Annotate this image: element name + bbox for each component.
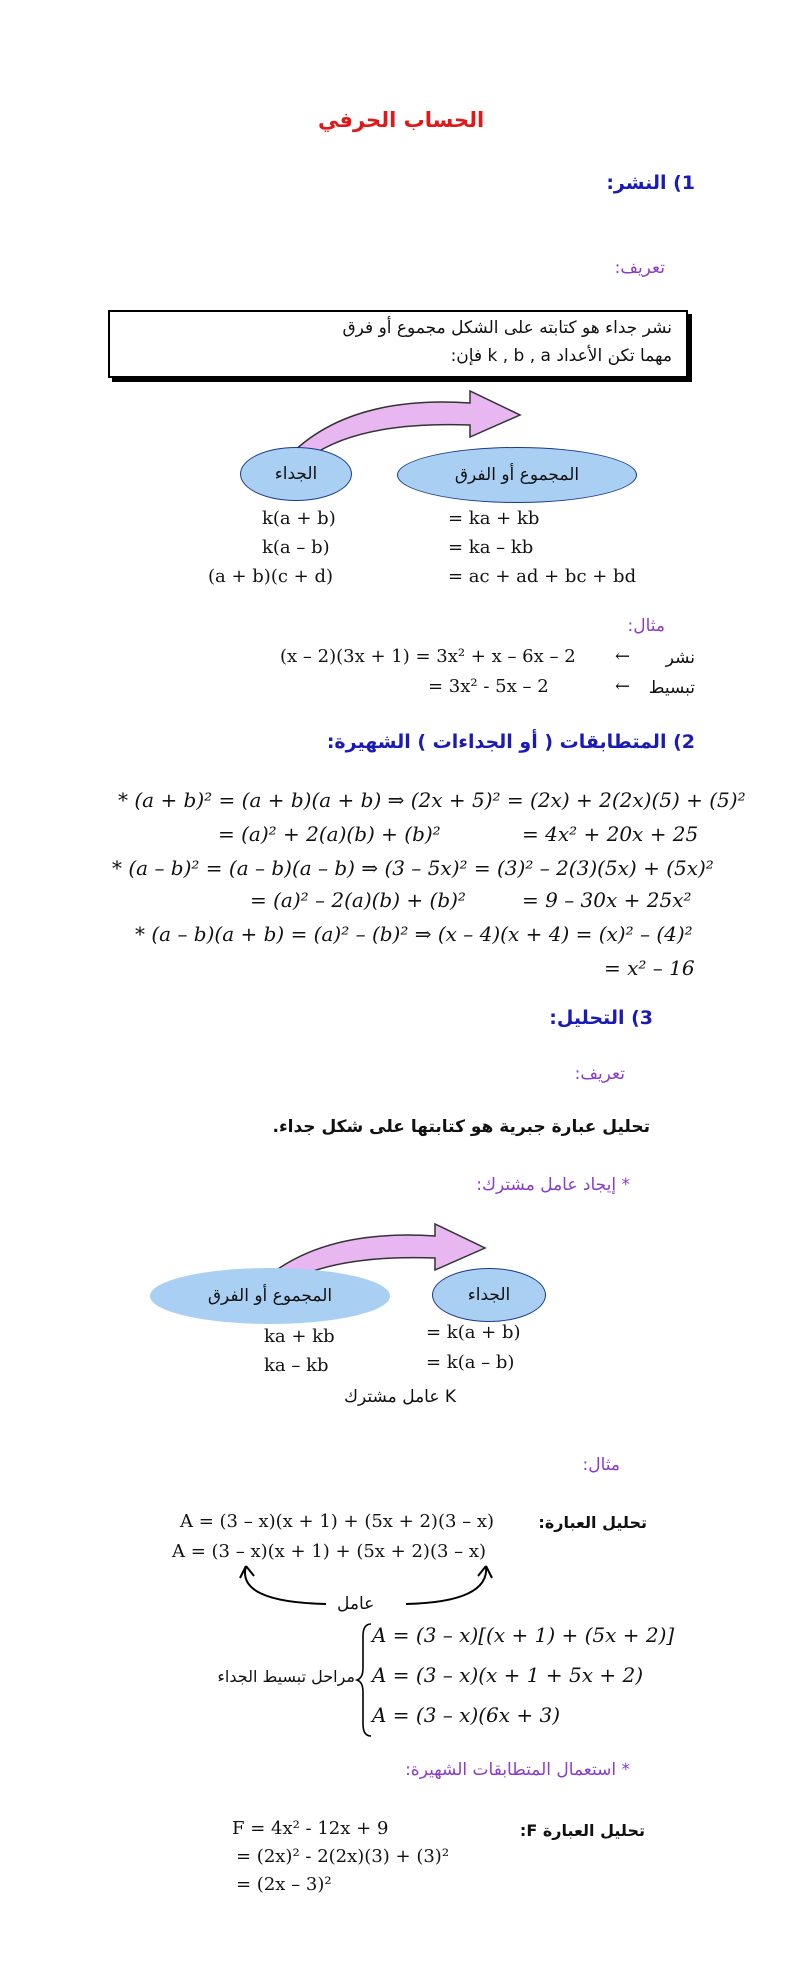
identity-3-line-1: * (a – b)(a + b) = (a)² – (b)² ⇒ (x – 4)(x + 4) = (x)² – (4)²	[135, 922, 693, 946]
identity-3-line-2: = x² – 16	[604, 956, 695, 980]
ellipse-product-label: الجداء	[274, 464, 318, 484]
example-line-1-label: نشر	[665, 648, 695, 668]
arrow-1: ←	[615, 646, 631, 667]
identity-1-line-2: = (a)² + 2(a)(b) + (b)²	[218, 822, 441, 846]
cf-row-2-right: = k(a – b)	[426, 1352, 515, 1373]
definition-box	[108, 310, 688, 378]
cf-row-2-left: ka – kb	[264, 1355, 329, 1376]
definition-label: تعريف:	[614, 258, 665, 278]
ellipse-product	[240, 447, 352, 501]
s3-example-label: مثال:	[582, 1455, 620, 1475]
definition-line-1: نشر جداء هو كتابته على الشكل مجموع أو فرق	[342, 318, 672, 338]
row-1-right: = ka + kb	[448, 508, 540, 529]
factor-expression-label: تحليل العبارة:	[538, 1513, 647, 1532]
cf-row-1-left: ka + kb	[264, 1326, 335, 1347]
section-1-heading: 1) النشر:	[606, 172, 695, 194]
step-3: A = (3 – x)(6x + 3)	[372, 1703, 561, 1727]
page-title: الحساب الحرفي	[318, 108, 485, 132]
identity-2-line-1: * (a – b)² = (a – b)(a – b) ⇒ (3 – 5x)² = (3)² – 2(3)(5x) + (5x)²	[112, 856, 714, 880]
identity-1-line-3: = 4x² + 20x + 25	[522, 822, 699, 846]
row-3-right: = ac + ad + bc + bd	[448, 566, 637, 587]
s3-definition-text: تحليل عبارة جبرية هو كتابتها على شكل جداء.	[272, 1117, 650, 1137]
steps-label: مراحل تبسيط الجداء	[217, 1667, 355, 1686]
steps-brace	[355, 1622, 373, 1738]
arrow-2: ←	[615, 676, 631, 697]
identity-2-line-2: = (a)² – 2(a)(b) + (b)²	[250, 888, 466, 912]
ellipse-sum-2	[150, 1268, 390, 1324]
F-line-3: = (2x – 3)²	[236, 1874, 332, 1895]
ellipse-sum-2-label: المجموع أو الفرق	[207, 1286, 333, 1306]
F-line-1: F = 4x² - 12x + 9	[232, 1818, 389, 1839]
ellipse-product-2	[432, 1268, 546, 1322]
F-expression-label: تحليل العبارة F:	[519, 1821, 645, 1840]
cf-row-1-right: = k(a + b)	[426, 1322, 521, 1343]
identity-1-line-1: * (a + b)² = (a + b)(a + b) ⇒ (2x + 5)² = (2x) + 2(2x)(5) + (5)²	[118, 788, 746, 812]
identity-2-line-3: = 9 – 30x + 25x²	[522, 888, 692, 912]
section-2-heading: 2) المتطابقات ( أو الجداءات ) الشهيرة:	[326, 731, 695, 753]
step-1: A = (3 – x)[(x + 1) + (5x + 2)]	[372, 1623, 675, 1647]
example-line-2-label: تبسيط	[648, 678, 695, 698]
example-line-1: (x – 2)(3x + 1) = 3x² + x – 6x – 2	[280, 646, 576, 667]
definition-line-2: مهما تكن الأعداد k , b , a فإن:	[450, 346, 672, 366]
A-line-2: A = (3 – x)(x + 1) + (5x + 2)(3 – x)	[172, 1541, 487, 1562]
section-3-heading: 3) التحليل:	[549, 1007, 653, 1029]
row-2-right: = ka – kb	[448, 537, 534, 558]
row-1-left: k(a + b)	[262, 508, 336, 529]
common-factor-label: * إيجاد عامل مشترك:	[476, 1175, 630, 1195]
s3-definition-label: تعريف:	[574, 1064, 625, 1084]
identities-label: * استعمال المتطابقات الشهيرة:	[405, 1760, 630, 1780]
ellipse-sum	[397, 447, 637, 503]
example-line-2: = 3x² - 5x – 2	[428, 676, 549, 697]
row-2-left: k(a – b)	[262, 537, 330, 558]
factor-word: عامل	[337, 1594, 375, 1614]
A-line-1: A = (3 – x)(x + 1) + (5x + 2)(3 – x)	[180, 1511, 495, 1532]
ellipse-sum-label: المجموع أو الفرق	[454, 465, 580, 485]
row-3-left: (a + b)(c + d)	[208, 566, 333, 587]
k-common-factor-note: K عامل مشترك	[344, 1387, 457, 1407]
step-2: A = (3 – x)(x + 1 + 5x + 2)	[372, 1663, 643, 1687]
ellipse-product-2-label: الجداء	[467, 1285, 511, 1305]
example-label: مثال:	[627, 616, 665, 636]
F-line-2: = (2x)² - 2(2x)(3) + (3)²	[236, 1846, 450, 1867]
